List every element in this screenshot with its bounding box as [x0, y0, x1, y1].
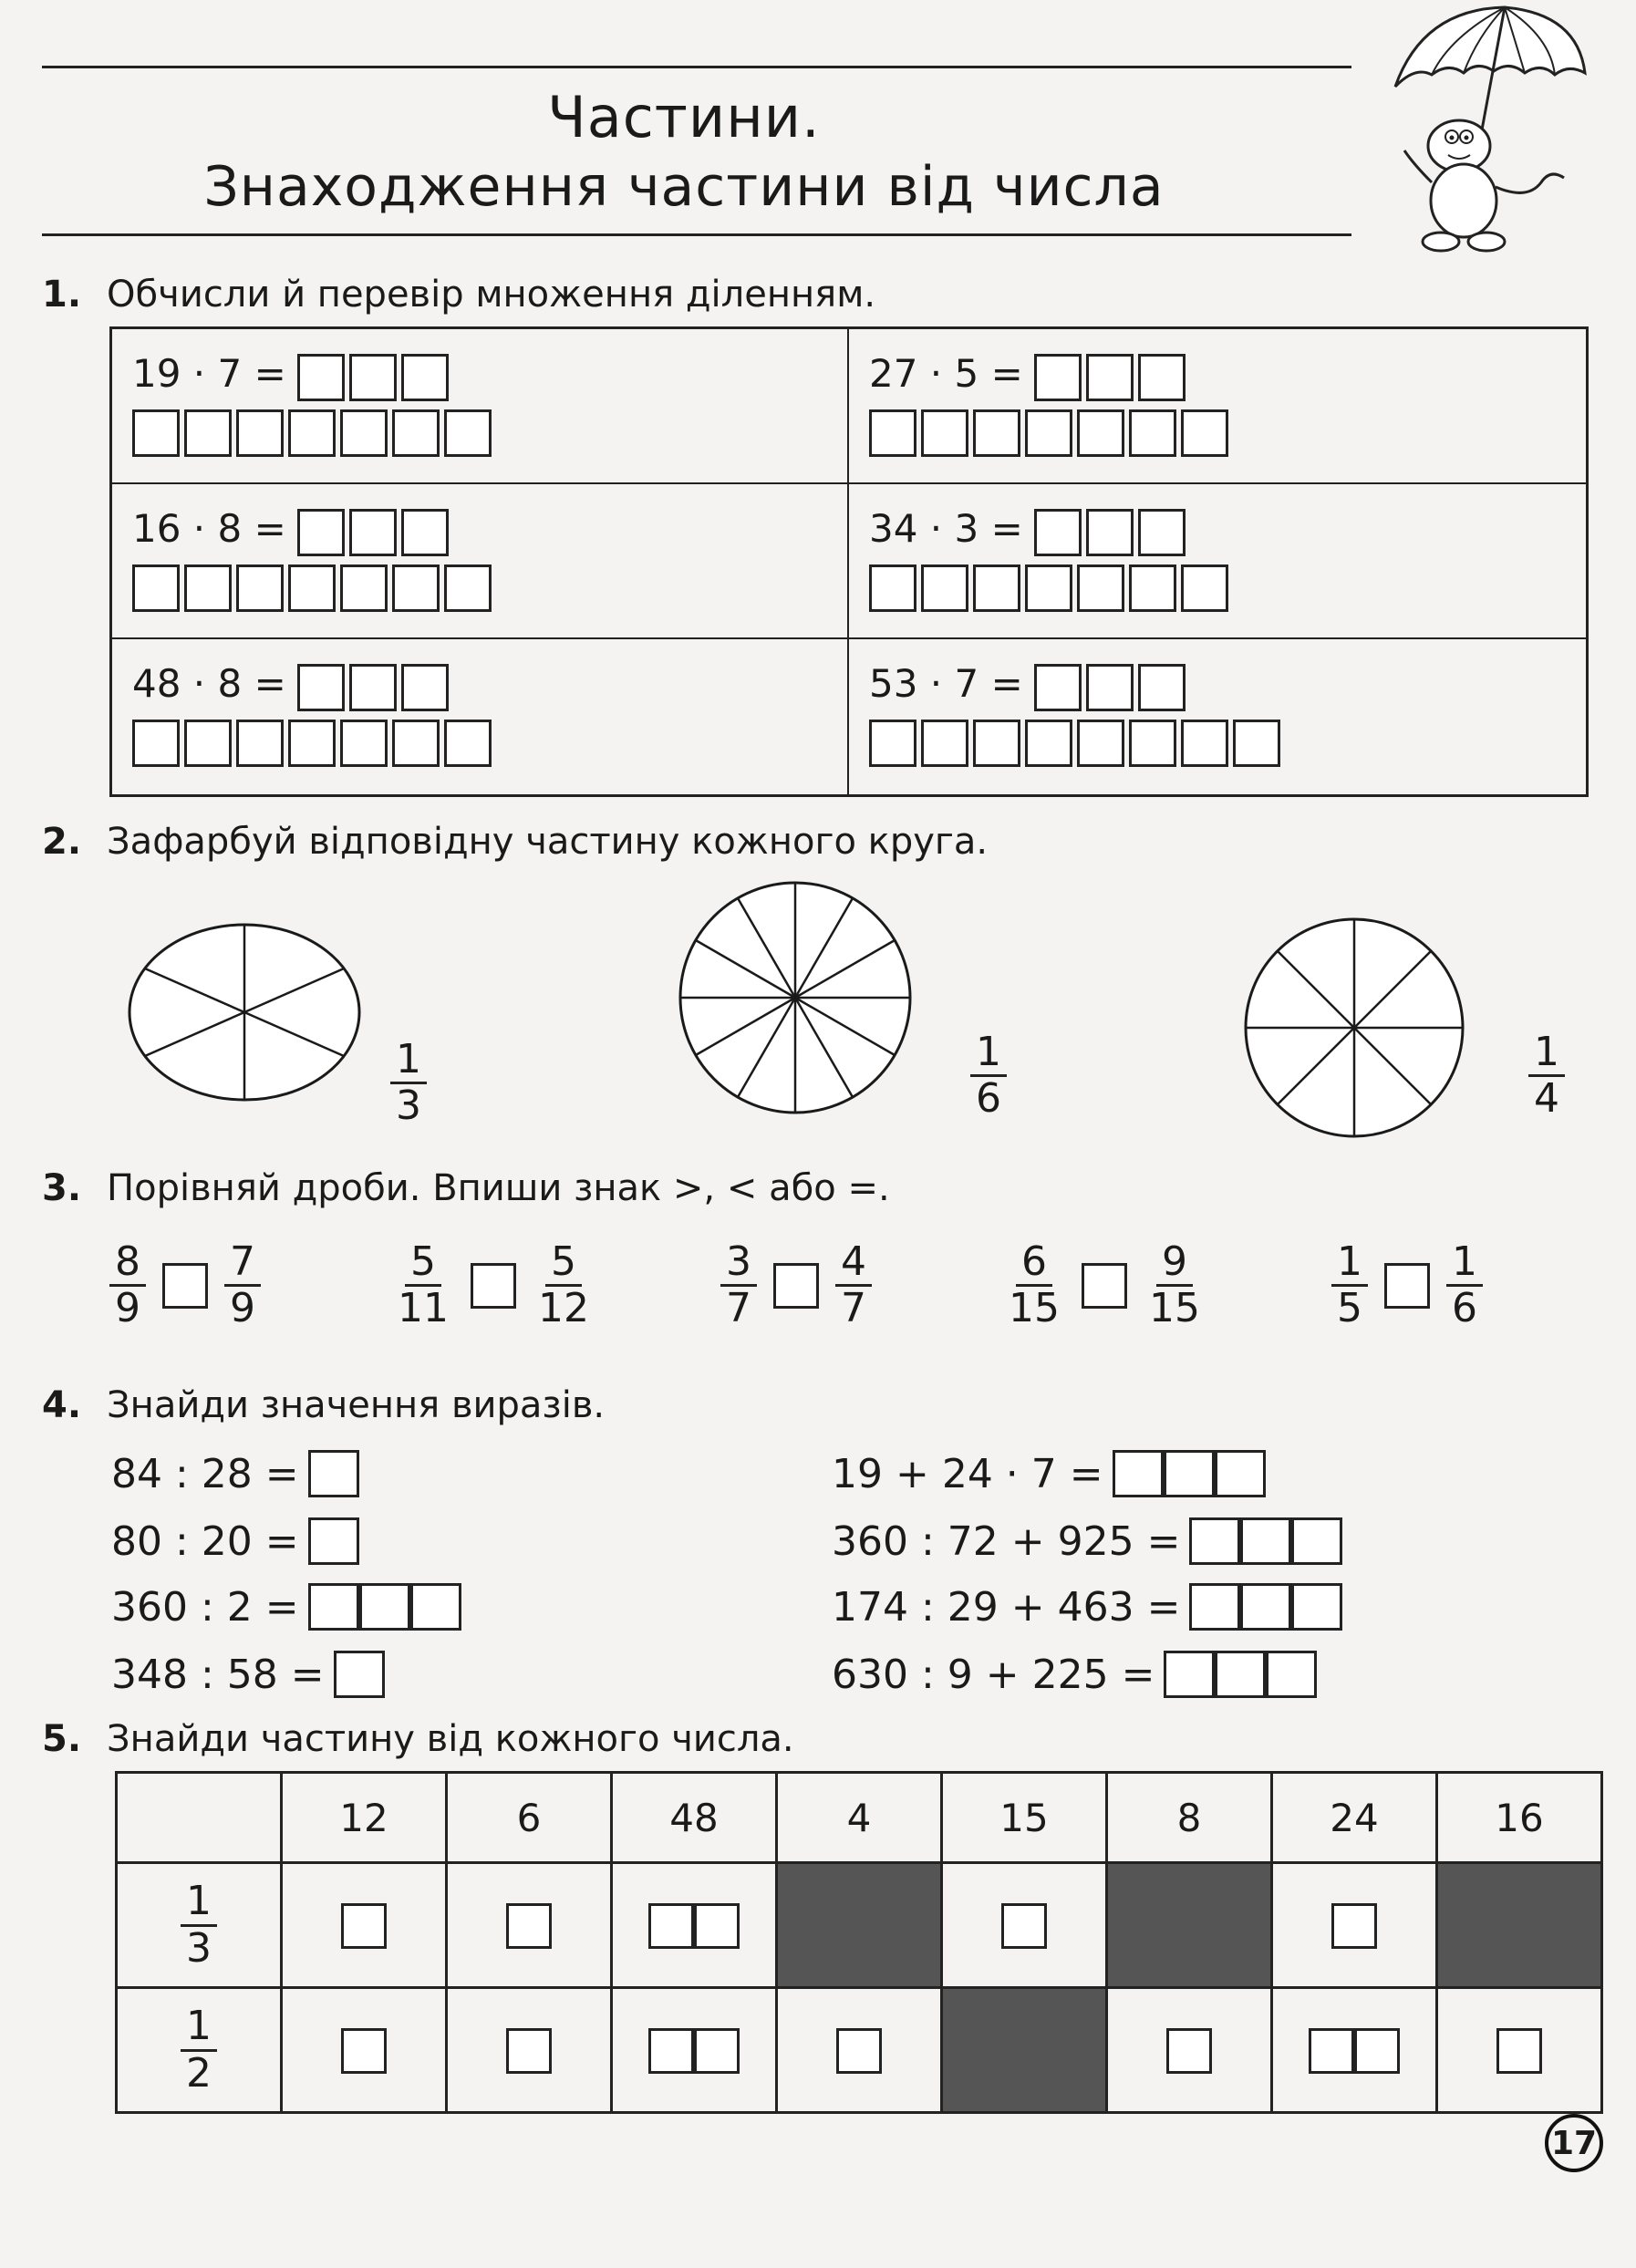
page-title-line2: Знаходження частини від числа [203, 155, 1165, 219]
task2-heading [42, 821, 988, 863]
table-cell [1107, 1988, 1272, 2113]
check-box[interactable] [444, 564, 492, 612]
answer-box[interactable] [694, 2028, 740, 2074]
check-box[interactable] [132, 409, 180, 457]
compare-pair [720, 1240, 872, 1331]
check-box[interactable] [236, 720, 284, 767]
answer-box[interactable] [1164, 1450, 1215, 1497]
check-box[interactable] [236, 409, 284, 457]
answer-box[interactable] [308, 1450, 359, 1497]
answer-box[interactable] [1189, 1583, 1240, 1631]
column-header: 15 [942, 1773, 1107, 1863]
fraction-b: $\frac{1}{6}$ [1446, 1240, 1483, 1331]
circle-6-sectors[interactable] [108, 921, 363, 1103]
check-box[interactable] [1181, 564, 1228, 612]
task3-text: Порівняй дроби. Впиши знак >, < або =. [107, 1167, 890, 1209]
fraction-b: $\frac{9}{15}$ [1149, 1238, 1200, 1332]
task5-number: 5. [42, 1718, 82, 1760]
check-box[interactable] [1025, 409, 1072, 457]
check-box[interactable] [869, 409, 916, 457]
answer-box[interactable] [308, 1517, 359, 1565]
check-box[interactable] [973, 720, 1020, 767]
answer-box[interactable] [1034, 354, 1082, 401]
answer-box[interactable] [401, 509, 449, 556]
answer-box[interactable] [297, 354, 345, 401]
column-header: 48 [612, 1773, 777, 1863]
fraction-a: $\frac{1}{5}$ [1331, 1240, 1368, 1331]
check-box[interactable] [973, 564, 1020, 612]
fraction-a: $\frac{8}{9}$ [109, 1240, 146, 1331]
fraction-b: $\frac{4}{7}$ [835, 1240, 872, 1331]
task1-cell [849, 329, 1586, 484]
row-header: $\frac{1}{3}$ [117, 1863, 282, 1988]
check-box[interactable] [1233, 720, 1280, 767]
task1-cell [112, 329, 849, 484]
answer-box[interactable] [349, 664, 397, 711]
page-title-line1: Частини. [547, 84, 821, 150]
answer-box[interactable] [341, 1903, 387, 1949]
table-cell [1272, 1863, 1437, 1988]
answer-box[interactable] [1086, 664, 1134, 711]
table-cell [1437, 1988, 1602, 2113]
answer-box[interactable] [648, 1903, 694, 1949]
answer-box[interactable] [410, 1583, 461, 1631]
table-cell [612, 1863, 777, 1988]
table-cell [1272, 1988, 1437, 2113]
compare-sign-box[interactable] [1384, 1263, 1430, 1309]
compare-sign-box[interactable] [1082, 1263, 1127, 1309]
check-box[interactable] [1129, 720, 1176, 767]
compare-pair [1331, 1240, 1483, 1331]
check-box[interactable] [132, 720, 180, 767]
task1-cell [112, 639, 849, 794]
task4-heading [42, 1384, 605, 1426]
circle1-fraction: $\frac{1}{3}$ [390, 1038, 427, 1129]
check-box[interactable] [444, 409, 492, 457]
check-box[interactable] [1181, 720, 1228, 767]
check-box[interactable] [340, 720, 388, 767]
row-header: $\frac{1}{2}$ [117, 1988, 282, 2113]
fraction-b: $\frac{5}{12}$ [538, 1238, 589, 1332]
circle-12-sectors[interactable] [677, 879, 914, 1116]
table-cell [282, 1863, 447, 1988]
check-box[interactable] [921, 720, 968, 767]
task5-table [115, 1771, 1603, 2114]
task1-expr: 48 · 8 = [132, 660, 286, 706]
expression-left-2: 80 : 20 = [111, 1517, 363, 1565]
answer-box[interactable] [297, 664, 345, 711]
column-header: 4 [777, 1773, 942, 1863]
answer-box[interactable] [1166, 2028, 1212, 2074]
answer-box[interactable] [1240, 1517, 1291, 1565]
task1-heading [42, 274, 875, 316]
answer-box[interactable] [506, 1903, 552, 1949]
task1-cell [112, 484, 849, 639]
table-cell [282, 1988, 447, 2113]
column-header: 12 [282, 1773, 447, 1863]
expression-right-2: 360 : 72 + 925 = [832, 1517, 1342, 1565]
answer-box[interactable] [1086, 354, 1134, 401]
check-box[interactable] [288, 720, 336, 767]
task1-number: 1. [42, 274, 82, 316]
compare-sign-box[interactable] [773, 1263, 819, 1309]
circle2-fraction: $\frac{1}{6}$ [970, 1030, 1007, 1122]
check-box[interactable] [1077, 720, 1124, 767]
fraction-b: $\frac{7}{9}$ [224, 1240, 261, 1331]
shaded-cell [942, 1988, 1107, 2113]
task2-text: Зафарбуй відповідну частину кожного круга. [107, 821, 989, 863]
answer-box[interactable] [1113, 1450, 1164, 1497]
check-box[interactable] [869, 564, 916, 612]
check-box[interactable] [1025, 564, 1072, 612]
check-box[interactable] [1129, 564, 1176, 612]
answer-box[interactable] [1309, 2028, 1354, 2074]
shaded-cell [1437, 1863, 1602, 1988]
check-box[interactable] [869, 720, 916, 767]
task1-expr: 34 · 3 = [869, 505, 1023, 551]
shaded-cell [777, 1863, 942, 1988]
column-header: 8 [1107, 1773, 1272, 1863]
check-box[interactable] [921, 409, 968, 457]
check-box[interactable] [1025, 720, 1072, 767]
answer-box[interactable] [1215, 1651, 1266, 1698]
table-cell [612, 1988, 777, 2113]
corner-cell [117, 1773, 282, 1863]
answer-box[interactable] [836, 2028, 882, 2074]
fraction-a: $\frac{5}{11}$ [398, 1238, 449, 1332]
task3-heading [42, 1167, 890, 1209]
umbrella-mascot-illustration [1368, 0, 1596, 264]
compare-pair [109, 1240, 261, 1331]
check-box[interactable] [184, 720, 232, 767]
expression-left-3: 360 : 2 = [111, 1583, 461, 1631]
fraction-a: $\frac{6}{15}$ [1009, 1238, 1060, 1332]
check-box[interactable] [184, 409, 232, 457]
answer-box[interactable] [1138, 509, 1186, 556]
check-box[interactable] [392, 720, 440, 767]
circle-8-sectors[interactable] [1242, 916, 1466, 1140]
answer-box[interactable] [341, 2028, 387, 2074]
answer-box[interactable] [1034, 509, 1082, 556]
check-box[interactable] [1129, 409, 1176, 457]
compare-pair [1003, 1240, 1206, 1331]
answer-box[interactable] [1240, 1583, 1291, 1631]
answer-box[interactable] [1164, 1651, 1215, 1698]
answer-box[interactable] [506, 2028, 552, 2074]
check-box[interactable] [973, 409, 1020, 457]
answer-box[interactable] [308, 1583, 359, 1631]
answer-box[interactable] [1291, 1517, 1342, 1565]
task1-cell [849, 639, 1586, 794]
task1-expr: 53 · 7 = [869, 660, 1023, 706]
task4-text: Знайди значення виразів. [107, 1384, 606, 1426]
expression-right-4: 630 : 9 + 225 = [832, 1651, 1317, 1698]
task1-expr: 16 · 8 = [132, 505, 286, 551]
answer-box[interactable] [359, 1583, 410, 1631]
answer-box[interactable] [401, 664, 449, 711]
check-box[interactable] [392, 564, 440, 612]
check-box[interactable] [340, 409, 388, 457]
answer-box[interactable] [1215, 1450, 1266, 1497]
table-cell [777, 1988, 942, 2113]
check-box[interactable] [132, 564, 180, 612]
answer-box[interactable] [297, 509, 345, 556]
check-box[interactable] [340, 564, 388, 612]
task3-number: 3. [42, 1167, 82, 1209]
compare-pair [392, 1240, 595, 1331]
check-box[interactable] [184, 564, 232, 612]
answer-box[interactable] [1331, 1903, 1377, 1949]
answer-box[interactable] [1291, 1583, 1342, 1631]
expression-right-1: 19 + 24 · 7 = [832, 1450, 1266, 1497]
task1-expr: 19 · 7 = [132, 350, 286, 396]
check-box[interactable] [444, 720, 492, 767]
task1-cell [849, 484, 1586, 639]
task5-text: Знайди частину від кожного числа. [107, 1718, 794, 1760]
column-header: 24 [1272, 1773, 1437, 1863]
answer-box[interactable] [1001, 1903, 1047, 1949]
expression-left-1: 84 : 28 = [111, 1450, 363, 1497]
compare-sign-box[interactable] [471, 1263, 516, 1309]
fraction-a: $\frac{3}{7}$ [720, 1240, 757, 1331]
title-bottom-rule [42, 233, 1351, 236]
check-box[interactable] [1181, 409, 1228, 457]
expression-right-3: 174 : 29 + 463 = [832, 1583, 1342, 1631]
answer-box[interactable] [401, 354, 449, 401]
column-header: 6 [447, 1773, 612, 1863]
answer-box[interactable] [648, 2028, 694, 2074]
answer-box[interactable] [1266, 1651, 1317, 1698]
task2-number: 2. [42, 821, 82, 863]
answer-box[interactable] [1138, 664, 1186, 711]
task1-table [109, 326, 1589, 797]
check-box[interactable] [392, 409, 440, 457]
task5-heading [42, 1718, 794, 1760]
answer-box[interactable] [1354, 2028, 1400, 2074]
circle3-fraction: $\frac{1}{4}$ [1528, 1030, 1565, 1122]
answer-box[interactable] [1034, 664, 1082, 711]
answer-box[interactable] [694, 1903, 740, 1949]
shaded-cell [1107, 1863, 1272, 1988]
check-box[interactable] [1077, 409, 1124, 457]
table-cell [447, 1988, 612, 2113]
check-box[interactable] [288, 564, 336, 612]
answer-box[interactable] [1189, 1517, 1240, 1565]
table-cell [447, 1863, 612, 1988]
task1-text: Обчисли й перевір множення діленням. [107, 274, 876, 316]
task4-number: 4. [42, 1384, 82, 1426]
check-box[interactable] [236, 564, 284, 612]
check-box[interactable] [1077, 564, 1124, 612]
column-header: 16 [1437, 1773, 1602, 1863]
answer-box[interactable] [349, 354, 397, 401]
answer-box[interactable] [349, 509, 397, 556]
task1-expr: 27 · 5 = [869, 350, 1023, 396]
check-box[interactable] [288, 409, 336, 457]
page-number: 17 [1545, 2114, 1603, 2172]
answer-box[interactable] [1138, 354, 1186, 401]
answer-box[interactable] [1086, 509, 1134, 556]
answer-box[interactable] [334, 1651, 385, 1698]
compare-sign-box[interactable] [162, 1263, 208, 1309]
top-rule [42, 66, 1351, 68]
table-cell [942, 1863, 1107, 1988]
answer-box[interactable] [1496, 2028, 1542, 2074]
check-box[interactable] [921, 564, 968, 612]
expression-left-4: 348 : 58 = [111, 1651, 388, 1698]
